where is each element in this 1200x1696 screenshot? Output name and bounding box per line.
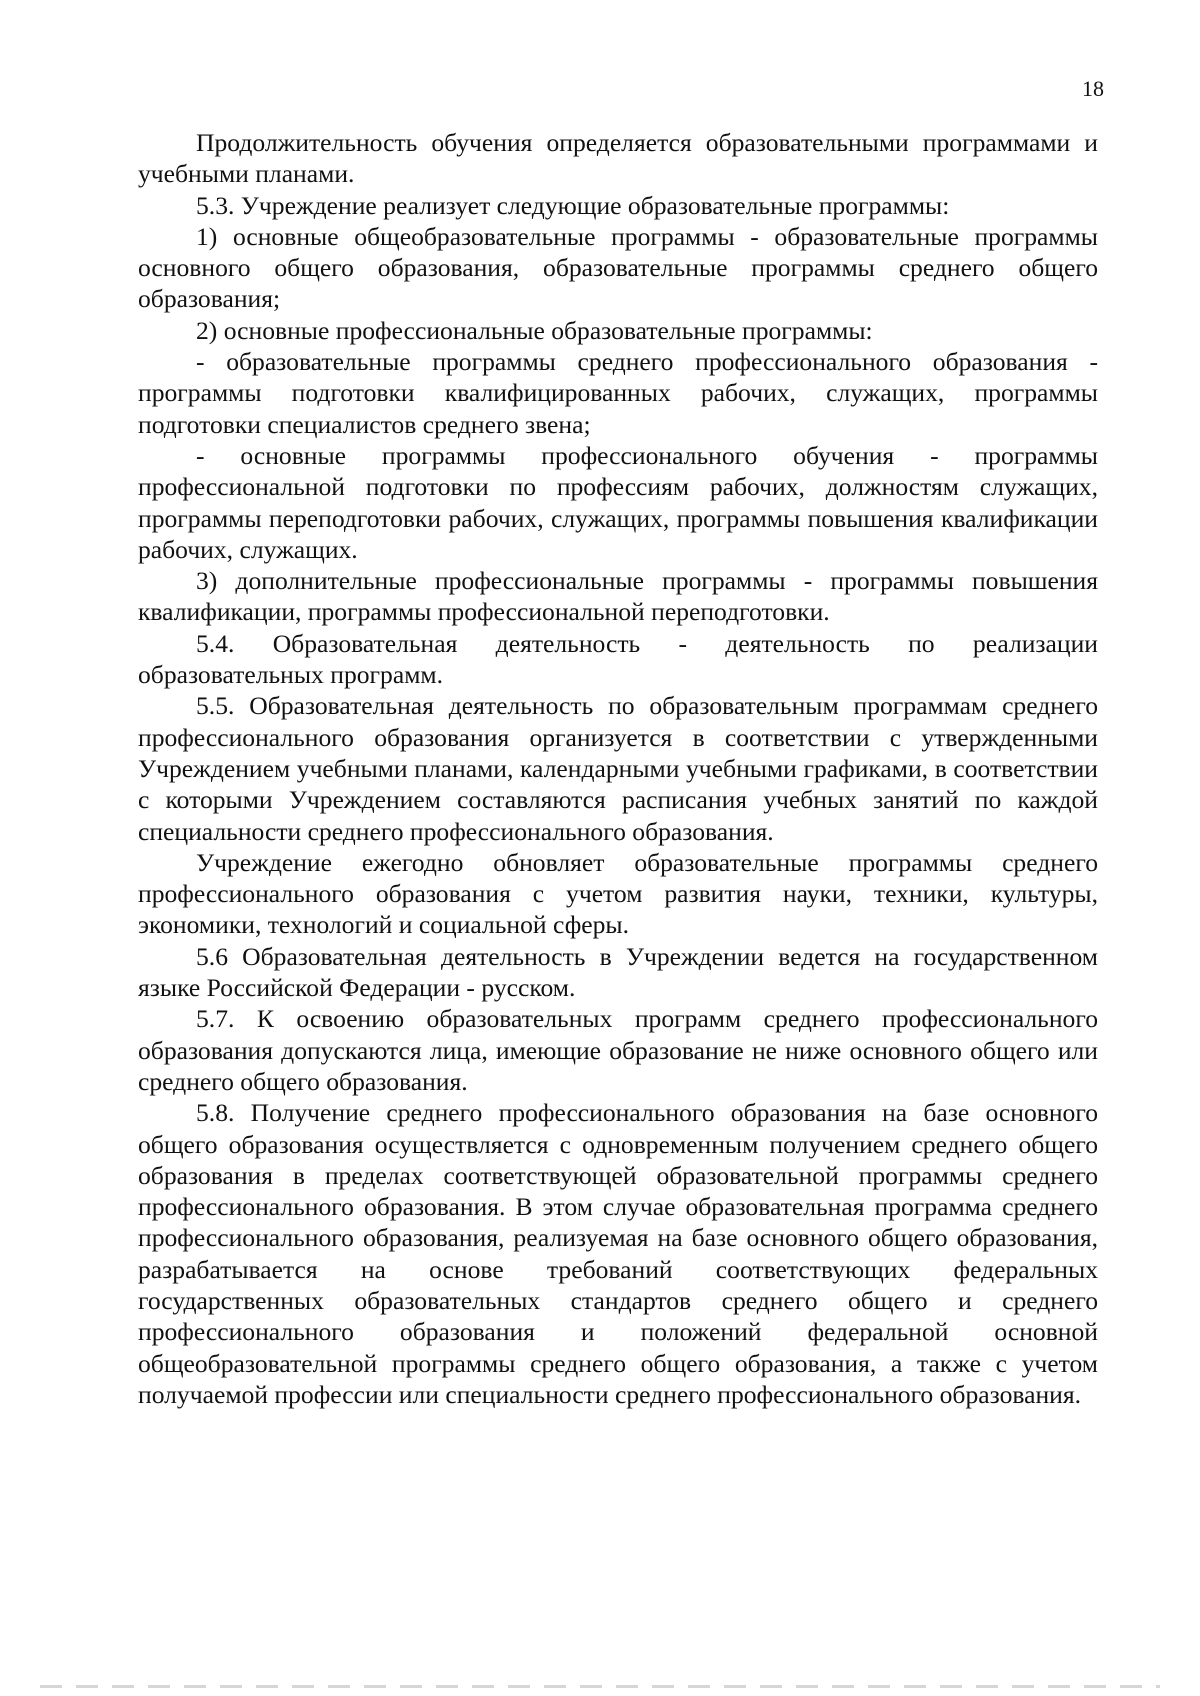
document-body — [138, 127, 1098, 1410]
paragraph-duration: Продолжительность обучения определяется образовательными программами и учебными планами. — [138, 128, 1098, 189]
paragraph-5-3-item-3: 3) дополнительные профессиональные программы - программы повышения квалификации, программы профессиональной переподготовки. — [138, 566, 1098, 627]
paragraph-5-6: 5.6 Образовательная деятельность в Учреждении ведется на государственном языке Российской Федерации - русском. — [138, 941, 1098, 1003]
paragraph-5-4: 5.4. Образовательная деятельность - деятельность по реализации образовательных программ. — [138, 628, 1098, 690]
scan-edge-artifact — [40, 1685, 1160, 1688]
paragraph-5-7: 5.7. К освоению образовательных программ среднего профессионального образования допускаются лица, имеющие образование не ниже основного общего или среднего общего образования. — [138, 1004, 1098, 1096]
paragraph-annual-update: Учреждение ежегодно обновляет образовательные программы среднего профессионального образования с учетом развития науки, техники, культуры, экономики, технологий и социальной сферы. — [138, 847, 1098, 940]
paragraph-5-5: 5.5. Образовательная деятельность по образовательным программам среднего профессионального образования организуется в соответствии с утвержденными Учреждением учебными планами, календарными учебными графиками, в соответствии с которыми Учреждением составляются расписания учебных занятий по каждой специальности среднего профессионального образования. — [138, 691, 1098, 846]
paragraph-5-3-item-2-training: - основные программы профессионального обучения - программы профессиональной подготовки по профессиям рабочих, должностям служащих, программы переподготовки рабочих, служащих, программы повышения квалификации рабочих, служащих. — [138, 440, 1098, 564]
page-number: 18 — [1082, 76, 1104, 101]
paragraph-5-3-item-2-spo: - образовательные программы среднего профессионального образования - программы подготовки квалифицированных рабочих, служащих, программы подготовки специалистов среднего звена; — [138, 347, 1098, 439]
paragraph-5-8: 5.8. Получение среднего профессионального образования на базе основного общего образования осуществляется с одновременным получением среднего общего образования в пределах соответствующей образовательной программы среднего профессионального образования. В этом случае образовательная программа среднего профессионального образования, реализуемая на базе основного общего образования, разрабатывается на основе требований соответствующих федеральных государственных образовательных стандартов среднего общего и среднего профессионального образования и положений федеральной основной общеобразовательной программы среднего общего образования, а также с учетом получаемой профессии или специальности среднего профессионального образования. — [138, 1098, 1098, 1409]
paragraph-5-3-item-2: 2) основные профессиональные образовательные программы: — [196, 315, 873, 345]
paragraph-5-3: 5.3. Учреждение реализует следующие образовательные программы: — [196, 190, 950, 220]
paragraph-5-3-item-1: 1) основные общеобразовательные программы - образовательные программы основного общего образования, образовательные программы среднего общего образования; — [138, 221, 1098, 314]
